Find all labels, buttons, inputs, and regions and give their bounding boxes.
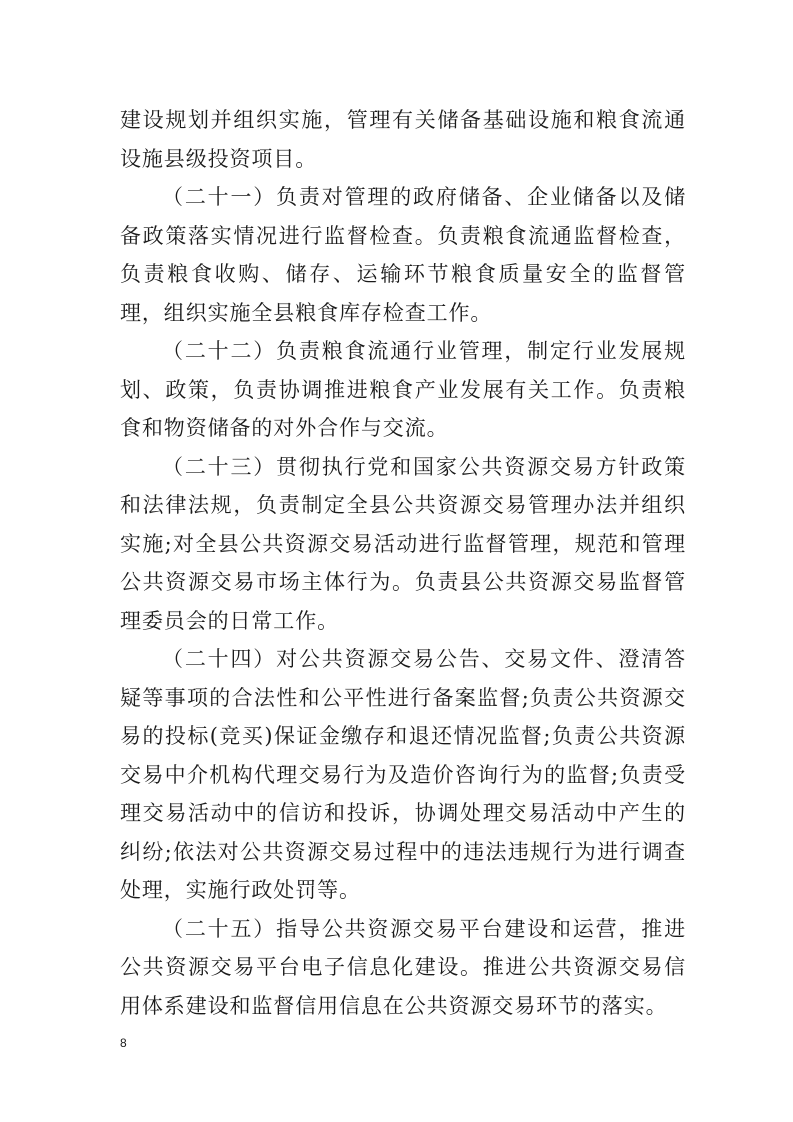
page-number: 8 xyxy=(120,1036,127,1050)
document-body xyxy=(120,101,686,1025)
paragraph-continuation: 建设规划并组织实施，管理有关储备基础设施和粮食流通设施县级投资项目。 xyxy=(120,108,686,171)
paragraph-item-23: （二十三）贯彻执行党和国家公共资源交易方针政策和法律法规，负责制定全县公共资源交易管理办法并组织实施;对全县公共资源交易活动进行监督管理，规范和管理公共资源交易市场主体行为。负责县公共资源交易监督管理委员会的日常工作。 xyxy=(120,454,686,633)
paragraph-item-24: （二十四）对公共资源交易公告、交易文件、澄清答疑等事项的合法性和公平性进行备案监督;负责公共资源交易的投标(竞买)保证金缴存和退还情况监督;负责公共资源交易中介机构代理交易行为及造价咨询行为的监督;负责受理交易活动中的信访和投诉，协调处理交易活动中产生的纠纷;依法对公共资源交易过程中的违法违规行为进行调查处理，实施行政处罚等。 xyxy=(120,647,686,902)
paragraph-item-25: （二十五）指导公共资源交易平台建设和运营，推进公共资源交易平台电子信息化建设。推进公共资源交易信用体系建设和监督信用信息在公共资源交易环节的落实。 xyxy=(120,916,686,1018)
paragraph-item-22: （二十二）负责粮食流通行业管理，制定行业发展规划、政策，负责协调推进粮食产业发展有关工作。负责粮食和物资储备的对外合作与交流。 xyxy=(120,339,686,440)
paragraph-item-21: （二十一）负责对管理的政府储备、企业储备以及储备政策落实情况进行监督检查。负责粮食流通监督检查，负责粮食收购、储存、运输环节粮食质量安全的监督管理，组织实施全县粮食库存检查工作。 xyxy=(120,185,686,325)
